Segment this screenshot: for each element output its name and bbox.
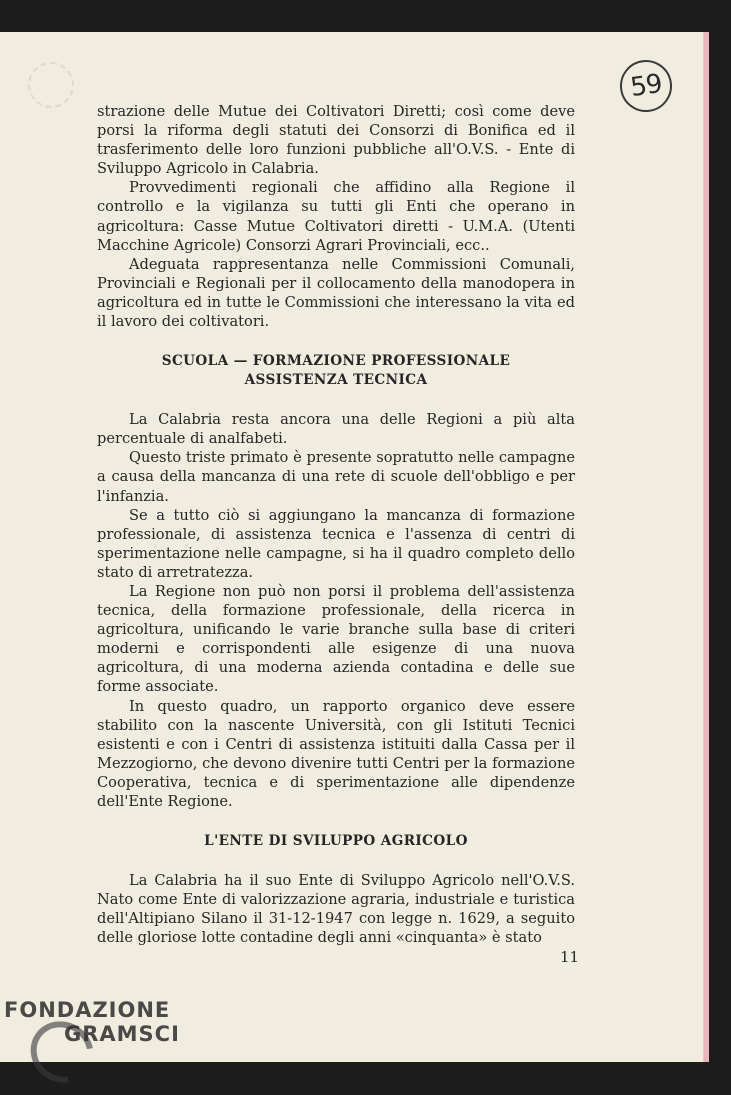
paragraph: La Calabria resta ancora una delle Regioni a più alta percentuale di analfabeti. <box>97 411 575 448</box>
paragraph: strazione delle Mutue dei Coltivatori Diretti; così come deve porsi la riforma degli statuti dei Consorzi di Bonifica ed il trasferimento delle loro funzioni pubbliche all'O.V.S. - Ente di Sviluppo Agricolo in Calabria. <box>97 103 575 178</box>
paragraph: Provvedimenti regionali che affidino alla Regione il controllo e la vigilanza su tutti gli Enti che operano in agricoltura: Casse Mutue Coltivatori diretti - U.M.A. (Utenti Macchine Agricole) Consorzi Agrari Provinciali, ecc.. <box>97 179 575 254</box>
section-heading: ASSISTENZA TECNICA <box>244 372 428 389</box>
faded-stamp <box>28 62 74 108</box>
paragraph: La Regione non può non porsi il problema dell'assistenza tecnica, della formazione professionale, della ricerca in agricoltura, unificando le varie branche sulla base di criteri moderni e corrispondenti alle esigenze di una nuova agricoltura, di una moderna azienda contadina e delle sue forme associate. <box>97 582 575 696</box>
page-number: 11 <box>560 948 580 966</box>
page-edge <box>704 32 709 1062</box>
watermark <box>4 998 180 1046</box>
watermark-line: GRAMSCI <box>64 1022 180 1046</box>
section-heading: SCUOLA — FORMAZIONE PROFESSIONALE <box>161 353 511 370</box>
body-text <box>97 102 575 947</box>
paragraph: La Calabria ha il suo Ente di Sviluppo Agricolo nell'O.V.S. Nato come Ente di valorizzazione agraria, industriale e turistica dell'Altipiano Silano il 31-12-1947 con legge n. 1629, a seguito delle gloriose lotte contadine degli anni «cinquanta» è stato <box>97 872 575 947</box>
watermark-line: FONDAZIONE <box>4 998 171 1022</box>
page-stamp: 59 <box>617 57 676 116</box>
paragraph: In questo quadro, un rapporto organico deve essere stabilito con la nascente Università, con gli Istituti Tecnici esistenti e con i Centri di assistenza istituiti dalla Cassa per il Mezzogiorno, che devono divenire tutti Centri per la formazione Cooperativa, tecnica e di sperimentazione alle dipendenze dell'Ente Regione. <box>97 697 575 810</box>
section-heading: L'ENTE DI SVILUPPO AGRICOLO <box>204 833 468 850</box>
paragraph: Adeguata rappresentanza nelle Commissioni Comunali, Provinciali e Regionali per il collocamento della manodopera in agricoltura ed in tutte le Commissioni che interessano la vita ed il lavoro dei coltivatori. <box>97 255 575 331</box>
paragraph: Se a tutto ciò si aggiungano la mancanza di formazione professionale, di assistenza tecnica e l'assenza di centri di sperimentazione nelle campagne, si ha il quadro completo dello stato di arretratezza. <box>97 506 575 581</box>
paragraph: Questo triste primato è presente sopratutto nelle campagne a causa della mancanza di una rete di scuole dell'obbligo e per l'infanzia. <box>97 449 575 505</box>
